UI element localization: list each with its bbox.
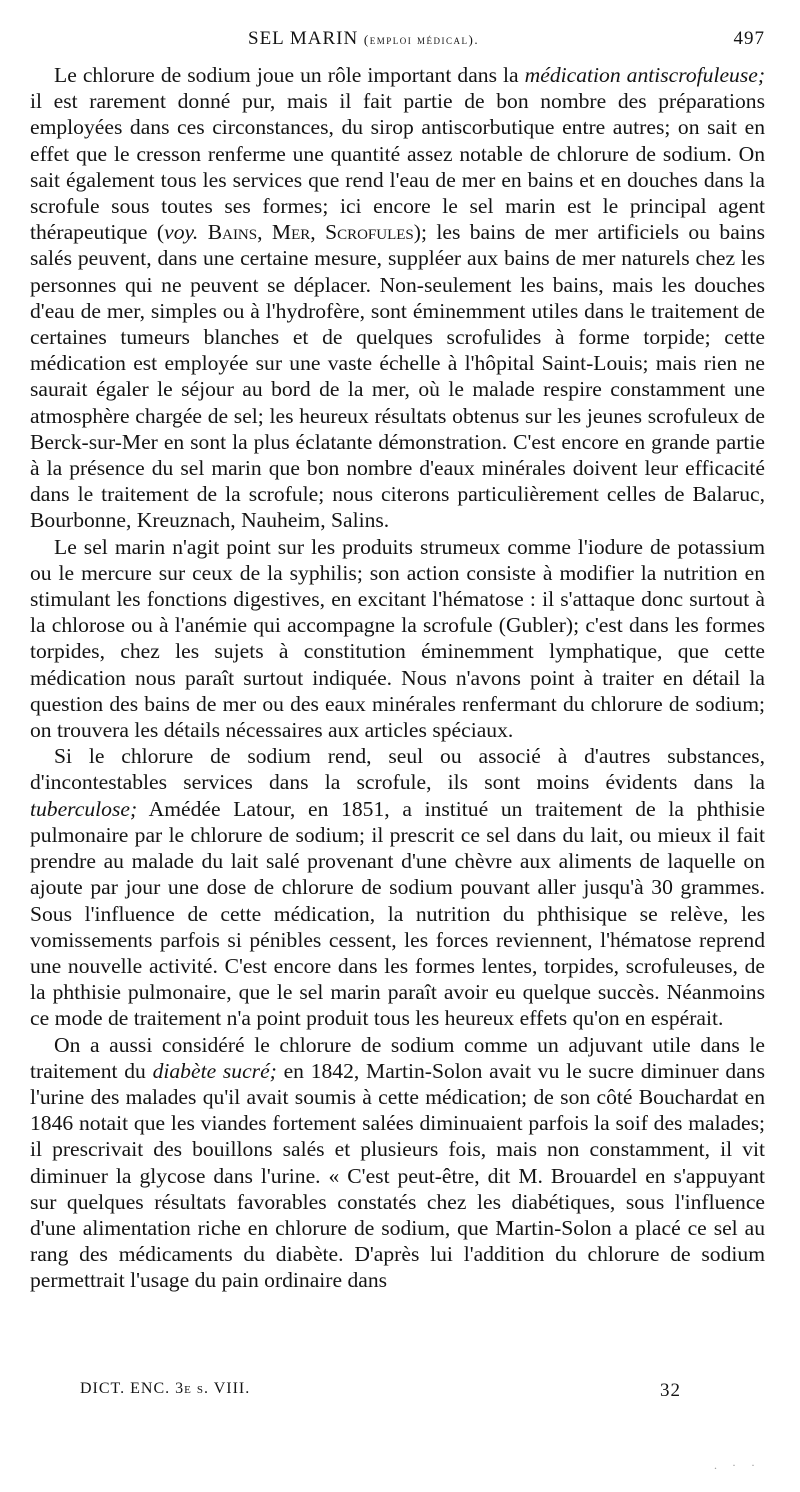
paragraph-text: Le chlorure de sodium joue un rôle important dans la <box>54 63 525 87</box>
paragraph-text: en 1842, Martin-Solon avait vu le sucre diminuer dans l'urine des malades qu'il avait soumis à cette médication; de son côté Bouchardat en 1846 notait que les viandes fortement salées diminuaient parfois la soif des malades; il prescrivait des bouillons salés et plusieurs fois, mais non constamment, il vit diminuer la glycose dans l'urine. « C'est peut-être, dit M. Brouardel en s'appuyant sur quelques résultats favorables constatés chez les diabétiques, sous l'influence d'une alimentation riche en chlorure de sodium, que Martin-Solon a placé ce sel au rang des médicaments du diabète. D'après lui l'addition du chlorure de sodium permettrait l'usage du pain ordinaire dans <box>30 1058 765 1293</box>
paragraph-text <box>198 220 207 244</box>
document-page <box>30 22 765 1294</box>
italic-text: tuberculose; <box>30 796 138 821</box>
italic-text: médication antiscrofuleuse; <box>524 63 766 87</box>
smallcaps-text: Bains, Mer, Scrofules <box>207 220 414 245</box>
page-number: 497 <box>733 28 765 49</box>
paragraph <box>30 534 765 744</box>
running-title-main: SEL MARIN <box>248 28 364 49</box>
paragraph-text: Le sel marin n'agit point sur les produits strumeux comme l'iodure de potassium ou le mercure sur ceux de la syphilis; son action consiste à modifier la nutrition en stimulant les fonctions digestives, en excitant l'hématose : il s'attaque donc surtout à la chlorose ou à l'anémie qui accompagne la scrofule (Gubler); c'est dans les formes torpides, chez les sujets à constitution éminemment lymphatique, que cette médication nous paraît surtout indiquée. Nous n'avons point à traiter en détail la question des bains de mer ou des eaux minérales renfermant du chlorure de sodium; on trouvera les détails nécessaires aux articles spéciaux. <box>30 534 765 743</box>
page-footer <box>80 1380 700 1404</box>
paragraph-text: ); les bains de mer artificiels ou bains salés peuvent, dans une certaine mesure, suppléer aux bains de mer naturels chez les personnes qui ne peuvent se déplacer. Non-seulement les bains, mais les douches d'eau de mer, simples ou à l'hydrofère, sont éminemment utiles dans le traitement de certaines tumeurs blanches et de quelques scrofulides à forme torpide; cette médication est employée sur une vaste échelle à l'hôpital Saint-Louis; mais rien ne saurait égaler le séjour au bord de la mer, où le malade respire constamment une atmosphère chargée de sel; les heureux résultats obtenus sur les jeunes scrofuleux de Berck-sur-Mer en sont la plus éclatante démonstration. C'est encore en grande partie à la présence du sel marin que bon nombre d'eaux minérales doivent leur efficacité dans le traitement de la scrofule; nous citerons particulièrement celles de Balaruc, Bourbonne, Kreuznach, Nauheim, Salins. <box>30 220 766 533</box>
running-title <box>248 28 479 50</box>
running-header <box>30 22 765 56</box>
body-text <box>30 62 765 1294</box>
paragraph <box>30 1032 765 1294</box>
footer-sheet-number: 32 <box>660 1380 681 1401</box>
italic-text: diabète sucré; <box>152 1058 277 1083</box>
paragraph-text: Amédée Latour, en 1851, a institué un traitement de la phthisie pulmonaire par le chlorure de sodium; il prescrit ce sel dans du lait, ou mieux il fait prendre au malade du lait salé provenant d'une chèvre aux aliments de laquelle on ajoute par jour une dose de chlorure de sodium pouvant aller jusqu'à 30 grammes. Sous l'influence de cette médication, la nutrition du phthisique se relève, les vomissements parfois si pénibles cessent, les forces reviennent, l'hématose reprend une nouvelle activité. C'est encore dans les formes lentes, torpides, scrofuleuses, de la phthisie pulmonaire, que le sel marin paraît avoir eu quelque succès. Néanmoins ce mode de traitement n'a point produit tous les heureux effets qu'on en espérait. <box>30 796 765 1031</box>
italic-text: voy. <box>164 220 199 245</box>
paragraph-text: il est rarement donné pur, mais il fait partie de bon nombre des préparations employées dans ces circonstances, du sirop antiscorbutique entre autres; on sait en effet que le cresson renferme une quantité assez notable de chlorure de sodium. On sait également tous les services que rend l'eau de mer en bains et en douches dans la scrofule sous toutes ses formes; ici encore le sel marin est le principal agent thérapeutique ( <box>30 89 765 245</box>
paragraph <box>30 62 765 534</box>
paragraph <box>30 743 765 1031</box>
footer-signature: DICT. ENC. 3e s. VIII. <box>80 1380 251 1397</box>
running-title-sub: (emploi médical). <box>363 32 480 47</box>
margin-marks: . · · <box>714 1458 761 1472</box>
paragraph-text: On a aussi considéré le chlorure de sodium comme un adjuvant utile dans le traitement du <box>30 1032 765 1083</box>
paragraph-text: Si le chlorure de sodium rend, seul ou associé à d'autres substances, d'incontestables services dans la scrofule, ils sont moins évidents dans la <box>30 744 765 795</box>
